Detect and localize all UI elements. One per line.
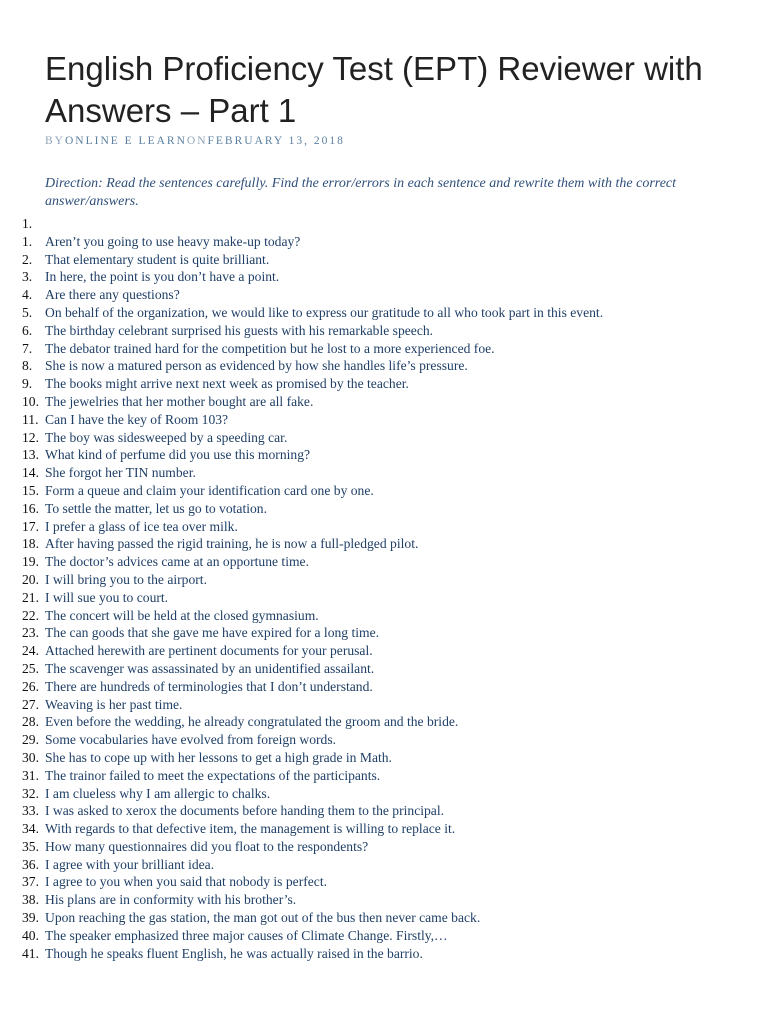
item-sentence: That elementary student is quite brilliant. bbox=[45, 251, 270, 267]
item-number: 37. bbox=[22, 874, 39, 890]
item-sentence: On behalf of the organization, we would like to express our gratitude to all who took part in this event. bbox=[45, 304, 604, 320]
date-link[interactable]: FEBRUARY 13, 2018 bbox=[207, 135, 345, 147]
item-number: 28. bbox=[22, 714, 39, 730]
item-sentence: Some vocabularies have evolved from foreign words. bbox=[45, 732, 337, 748]
item-sentence: With regards to that defective item, the management is willing to replace it. bbox=[45, 821, 456, 837]
item-number: 4. bbox=[22, 287, 33, 303]
item-sentence: The scavenger was assassinated by an unidentified assailant. bbox=[45, 660, 375, 676]
item-sentence: The trainor failed to meet the expectations of the participants. bbox=[45, 767, 381, 783]
item-number: 30. bbox=[22, 749, 39, 765]
item-sentence: I prefer a glass of ice tea over milk. bbox=[45, 518, 238, 534]
item-sentence: I was asked to xerox the documents before handing them to the principal. bbox=[45, 803, 445, 819]
item-sentence: Upon reaching the gas station, the man got out of the bus then never came back. bbox=[45, 910, 481, 926]
item-number: 10. bbox=[22, 393, 39, 409]
item-number: 6. bbox=[22, 322, 33, 338]
item-sentence: Attached herewith are pertinent documents for your perusal. bbox=[45, 643, 373, 659]
item-number: 33. bbox=[22, 803, 39, 819]
item-number: 39. bbox=[22, 910, 39, 926]
item-sentence: She forgot her TIN number. bbox=[45, 465, 196, 481]
article-meta bbox=[45, 135, 345, 147]
item-sentence: I agree with your brilliant idea. bbox=[45, 856, 215, 872]
item-number: 8. bbox=[22, 358, 33, 374]
item-sentence: His plans are in conformity with his brother’s. bbox=[45, 892, 297, 908]
item-number: 29. bbox=[22, 732, 39, 748]
item-sentence: The concert will be held at the closed gymnasium. bbox=[45, 607, 319, 623]
item-number: 41. bbox=[22, 945, 39, 961]
item-sentence: I agree to you when you said that nobody is perfect. bbox=[45, 874, 327, 890]
item-number: 26. bbox=[22, 678, 39, 694]
item-sentence: The books might arrive next next week as promised by the teacher. bbox=[45, 376, 409, 392]
item-sentence: She is now a matured person as evidenced by how she handles life’s pressure. bbox=[45, 358, 468, 374]
article-title: English Proficiency Test (EPT) Reviewer with Answers – Part 1 bbox=[45, 50, 703, 129]
item-sentence: Can I have the key of Room 103? bbox=[45, 411, 229, 427]
item-number: 31. bbox=[22, 767, 39, 783]
meta-by-label: BY bbox=[45, 135, 65, 147]
item-sentence: Weaving is her past time. bbox=[45, 696, 183, 712]
item-number: 17. bbox=[22, 518, 39, 534]
item-sentence: The boy was sidesweeped by a speeding car. bbox=[45, 429, 288, 445]
item-number: 11. bbox=[22, 411, 39, 427]
item-number: 20. bbox=[22, 571, 39, 587]
item-number: 24. bbox=[22, 643, 39, 659]
item-sentence: To settle the matter, let us go to votation. bbox=[45, 500, 267, 516]
item-number: 38. bbox=[22, 892, 39, 908]
item-sentence: What kind of perfume did you use this morning? bbox=[45, 447, 311, 463]
item-number: 15. bbox=[22, 482, 39, 498]
item-number: 14. bbox=[22, 465, 39, 481]
item-number: 7. bbox=[22, 340, 33, 356]
item-sentence: The can goods that she gave me have expired for a long time. bbox=[45, 625, 380, 641]
item-number: 34. bbox=[22, 821, 39, 837]
item-number: 3. bbox=[22, 269, 33, 285]
item-number: 32. bbox=[22, 785, 39, 801]
item-number: 5. bbox=[22, 304, 33, 320]
item-sentence: The doctor’s advices came at an opportune time. bbox=[45, 554, 309, 570]
item-sentence: After having passed the rigid training, he is now a full-pledged pilot. bbox=[45, 536, 419, 552]
item-sentence: The jewelries that her mother bought are all fake. bbox=[45, 393, 314, 409]
item-number: 18. bbox=[22, 536, 39, 552]
direction-text: Direction: Read the sentences carefully. Find the error/errors in each sentence and rewrite them with the correct answer/answers. bbox=[45, 176, 677, 209]
item-sentence: The speaker emphasized three major causes of Climate Change. Firstly,… bbox=[45, 927, 448, 943]
item-sentence: I am clueless why I am allergic to chalks. bbox=[45, 785, 271, 801]
item-number: 16. bbox=[22, 500, 39, 516]
item-number: 9. bbox=[22, 376, 33, 392]
item-number: 1. bbox=[22, 216, 33, 231]
item-sentence: I will sue you to court. bbox=[45, 589, 169, 605]
item-sentence: Are there any questions? bbox=[45, 287, 180, 303]
item-sentence: The birthday celebrant surprised his guests with his remarkable speech. bbox=[45, 322, 434, 338]
item-number: 23. bbox=[22, 625, 39, 641]
item-number: 40. bbox=[22, 927, 39, 943]
item-number: 1. bbox=[22, 233, 33, 249]
item-number: 19. bbox=[22, 554, 39, 570]
item-number: 25. bbox=[22, 660, 39, 676]
author-link[interactable]: ONLINE E LEARN bbox=[64, 135, 187, 147]
item-number: 35. bbox=[22, 838, 39, 854]
item-sentence: How many questionnaires did you float to the respondents? bbox=[45, 838, 369, 854]
item-number: 13. bbox=[22, 447, 39, 463]
item-sentence: She has to cope up with her lessons to get a high grade in Math. bbox=[45, 749, 392, 765]
item-number: 21. bbox=[22, 589, 39, 605]
item-sentence: Though he speaks fluent English, he was actually raised in the barrio. bbox=[45, 945, 423, 961]
item-number: 22. bbox=[22, 607, 39, 623]
item-sentence: Form a queue and claim your identification card one by one. bbox=[45, 482, 374, 498]
item-number: 27. bbox=[22, 696, 39, 712]
item-sentence: There are hundreds of terminologies that I don’t understand. bbox=[45, 678, 373, 694]
item-number: 2. bbox=[22, 251, 33, 267]
item-sentence: Even before the wedding, he already congratulated the groom and the bride. bbox=[45, 714, 459, 730]
item-number: 36. bbox=[22, 856, 39, 872]
meta-on-label: ON bbox=[186, 135, 208, 147]
item-sentence: Aren’t you going to use heavy make-up today? bbox=[45, 233, 301, 249]
item-number: 12. bbox=[22, 429, 39, 445]
item-sentence: In here, the point is you don’t have a point. bbox=[45, 269, 280, 285]
item-sentence: I will bring you to the airport. bbox=[45, 571, 207, 587]
item-sentence: The debator trained hard for the competition but he lost to a more experienced foe. bbox=[45, 340, 495, 356]
